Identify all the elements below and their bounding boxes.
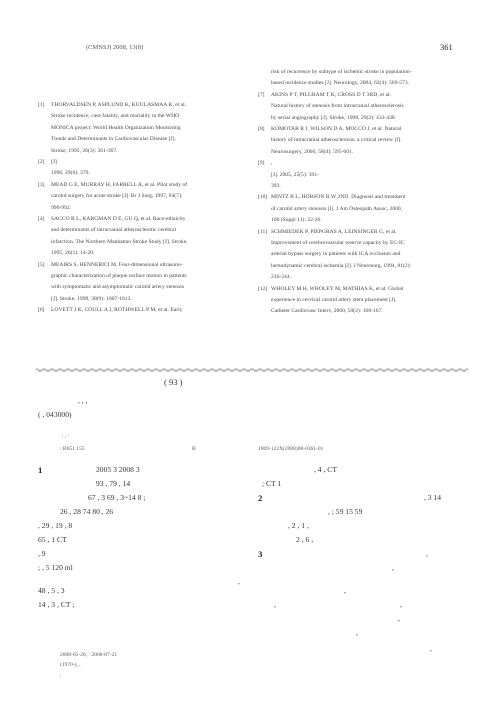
reference-number: [1] <box>38 102 45 108</box>
reference-number: [11] <box>258 228 268 235</box>
reference-continuation-line: based incidence studies [J]. Neurology, 2004, 62(4): 569-573. <box>271 80 410 87</box>
body-text-fragment: 67 , 3 69 , 3~14 8 ; <box>88 493 146 502</box>
body-text-fragment: 14 , 3 , CT ; <box>38 600 75 609</box>
body-text-fragment: , <box>392 563 394 572</box>
reference-text-line: KOMOTAR R J, WILSON D A, MOCCO J, et al. Natural <box>271 126 402 132</box>
reference-text-line: 1995, 26(1): 14-20. <box>51 250 95 257</box>
reference-text-line: [J] <box>51 159 57 165</box>
reference-text-line: SACCO R L, KARGMAN D E, GU Q, et al. Race-ethnicity <box>51 216 186 222</box>
reference-text-line: Trends and Determinants in Cardiovascular Disease [J]. <box>51 136 176 143</box>
reference-text-line: [J]. 2005, 25(5): 391- <box>271 171 320 178</box>
reference-text-line: by serial angiography [J]. Stroke, 1998, 29(2): 433-438. <box>271 114 397 121</box>
body-text-fragment: , <box>274 600 276 609</box>
keywords-line: : , : <box>62 433 70 439</box>
reference-text-line: Stroke, 1995, 26(3): 361-367. <box>51 147 118 154</box>
reference-text-line: infarction. The Northern Manhattan Stroke Study [J]. Stroke, <box>51 238 188 245</box>
reference-text-line: 393. <box>271 183 281 189</box>
footnote-dates: 2008-05-26; : 2008-07-21 <box>60 652 118 658</box>
reference-text-line: THORVALDSEN P, ASPLUND K, KUULASMAA K, et al. <box>51 102 187 108</box>
body-text-fragment: , <box>400 600 402 609</box>
body-text-fragment: , 9 <box>38 549 46 558</box>
reference-text-line: 236-244. <box>271 274 292 281</box>
reference-number: [3] <box>38 181 45 188</box>
reference-text-line: WHOLEY M H, WHOLEY M, MATHIAS K, et al. Global <box>271 285 404 292</box>
body-text-fragment: 2005 3 2008 3 <box>96 465 140 474</box>
wavy-separator <box>36 367 468 373</box>
body-text-fragment: , 4 , CT <box>314 465 337 474</box>
body-text-fragment: , <box>430 644 432 653</box>
reference-text-line: of carotid artery stenosis [J]. J Am Osteopath Assoc, 2000, <box>271 205 403 212</box>
body-text-fragment: ; , 5 120 ml <box>38 563 73 572</box>
reference-text-line: 1996, 29(6): 379. <box>51 170 90 177</box>
reference-text-line: MINTZ B L, HOBSON R W 2ND. Diagnosis and treatment <box>271 194 406 201</box>
reference-text-line: MEAD G E, MURRAY H, FARRELL A, et al. Pilot study of <box>51 181 188 188</box>
references-left-column <box>38 100 248 360</box>
reference-text-line: with symptomatic and asymptomatic carotid artery stenosis <box>51 284 184 291</box>
body-text-fragment: 65 , 1 CT <box>38 535 67 544</box>
page-number: 361 <box>440 42 453 52</box>
body-text-fragment: 3 <box>258 549 263 559</box>
reference-text-line: and determinants of intracranial atherosclerotic cerebral <box>51 227 177 234</box>
reference-text-line: Neurosurgery, 2006, 58(4): 595-601. <box>271 148 354 155</box>
article-id: 1009-122X(2008)08-0361-01 <box>258 446 324 452</box>
reference-text-line: LOVETT J K, COULL A J, ROTHWELL P M, et al. Early <box>51 307 183 314</box>
reference-text-line: Catheter Cardiovasc Interv, 2000, 50(2): 160-167. <box>271 308 383 315</box>
reference-text-line: SCHMIEDEK P, PIEPGRAS A, LEINSINGER G, et al. <box>271 228 397 235</box>
reference-text-line: 100 (Suppl 11): 22-26. <box>271 217 322 224</box>
body-text-fragment: 48 , 5 , 3 <box>38 586 65 595</box>
reference-continuation-line: risk of recurrence by subtype of ischemic stroke in population- <box>271 69 412 75</box>
reference-text-line: Stroke incidence, case fatality, and mortality in the WHO <box>51 113 180 120</box>
body-text-fragment: , 29 , 19 , 8 <box>38 521 73 530</box>
article-affiliation: ( , 043000) <box>38 410 72 419</box>
body-text-fragment: 1 <box>38 465 43 475</box>
reference-number: [2] <box>38 159 45 165</box>
reference-number: [7] <box>258 91 265 98</box>
reference-number: [9] <box>258 160 265 167</box>
reference-text-line: experience in cervical carotid artery stent placement [J]. <box>271 297 397 303</box>
body-text-fragment: 93 , 79 , 14 <box>96 479 131 488</box>
body-text-fragment: , <box>356 628 358 637</box>
body-text-fragment: , <box>398 614 400 623</box>
body-text-fragment: , <box>238 577 240 586</box>
reference-text-line: Natural history of stenosis from intracranial atherosclerosis <box>271 103 404 110</box>
body-text-fragment: 26 , 28 74 80 , 26 <box>60 507 114 516</box>
footnote-extra: : <box>60 673 62 679</box>
body-text-fragment: , 3 14 <box>424 493 442 502</box>
body-text-fragment: ; CT 1 <box>262 479 282 488</box>
reference-text-line: hemodynamic cerebral ischemia [J]. J Neurosurg, 1994, 81(2): <box>271 262 412 269</box>
reference-text-line: MONICA project: World Health Organization Monitoring <box>51 124 181 131</box>
body-text-fragment: 2 , 6 , <box>296 535 314 544</box>
reference-number: [5] <box>38 261 45 268</box>
document-code: B <box>192 446 196 452</box>
body-text-fragment: , <box>344 586 346 595</box>
reference-text-line: AKINS P T, PILGRAM T K, CROSS D T 3RD, et al. <box>271 91 391 98</box>
reference-number: [12] <box>258 285 268 292</box>
footnote-author: (1970-), , <box>60 662 81 668</box>
reference-text-line: 990-992. <box>51 204 72 211</box>
reference-number: [10] <box>258 194 268 201</box>
article-title: ( 93 ) <box>164 377 183 387</box>
reference-text-line: graphic characterization of plaque surface motion in patients <box>51 273 187 279</box>
body-text-fragment: , ; 59 15 59 <box>328 507 363 516</box>
reference-text-line: [J]. Stroke, 1999, 30(9): 1807-1813. <box>51 295 132 302</box>
body-text-fragment: , 2 , 1 , <box>288 521 309 530</box>
reference-text-line: carotid surgery for acute stroke [J]. Br J Surg, 1997, 84(7): <box>51 193 183 200</box>
reference-text-line: MEAIRS S, HENNERICI M. Four-dimensional ultrasono- <box>51 261 183 268</box>
reference-text-line: , <box>271 160 273 167</box>
reference-number: [8] <box>258 126 265 132</box>
reference-text-line: arterial bypass surgery in patients with ICA occlusion and <box>271 251 401 258</box>
body-text-fragment: 2 <box>258 493 263 503</box>
reference-number: [6] <box>38 307 45 314</box>
body-text-fragment: , <box>426 549 428 558</box>
reference-text-line: history of intracranial atherosclerosis: a critical review [J]. <box>271 137 402 144</box>
journal-info: (CMNSJ) 2008, 13(8) <box>86 44 144 51</box>
classification-number: : R651.155 <box>60 446 85 452</box>
reference-text-line: Improvement of cerebrovascular reserve capacity by EC-IC <box>271 240 405 246</box>
article-authors: , , , <box>78 396 88 405</box>
references-right-column <box>258 67 468 367</box>
reference-number: [4] <box>38 216 45 222</box>
